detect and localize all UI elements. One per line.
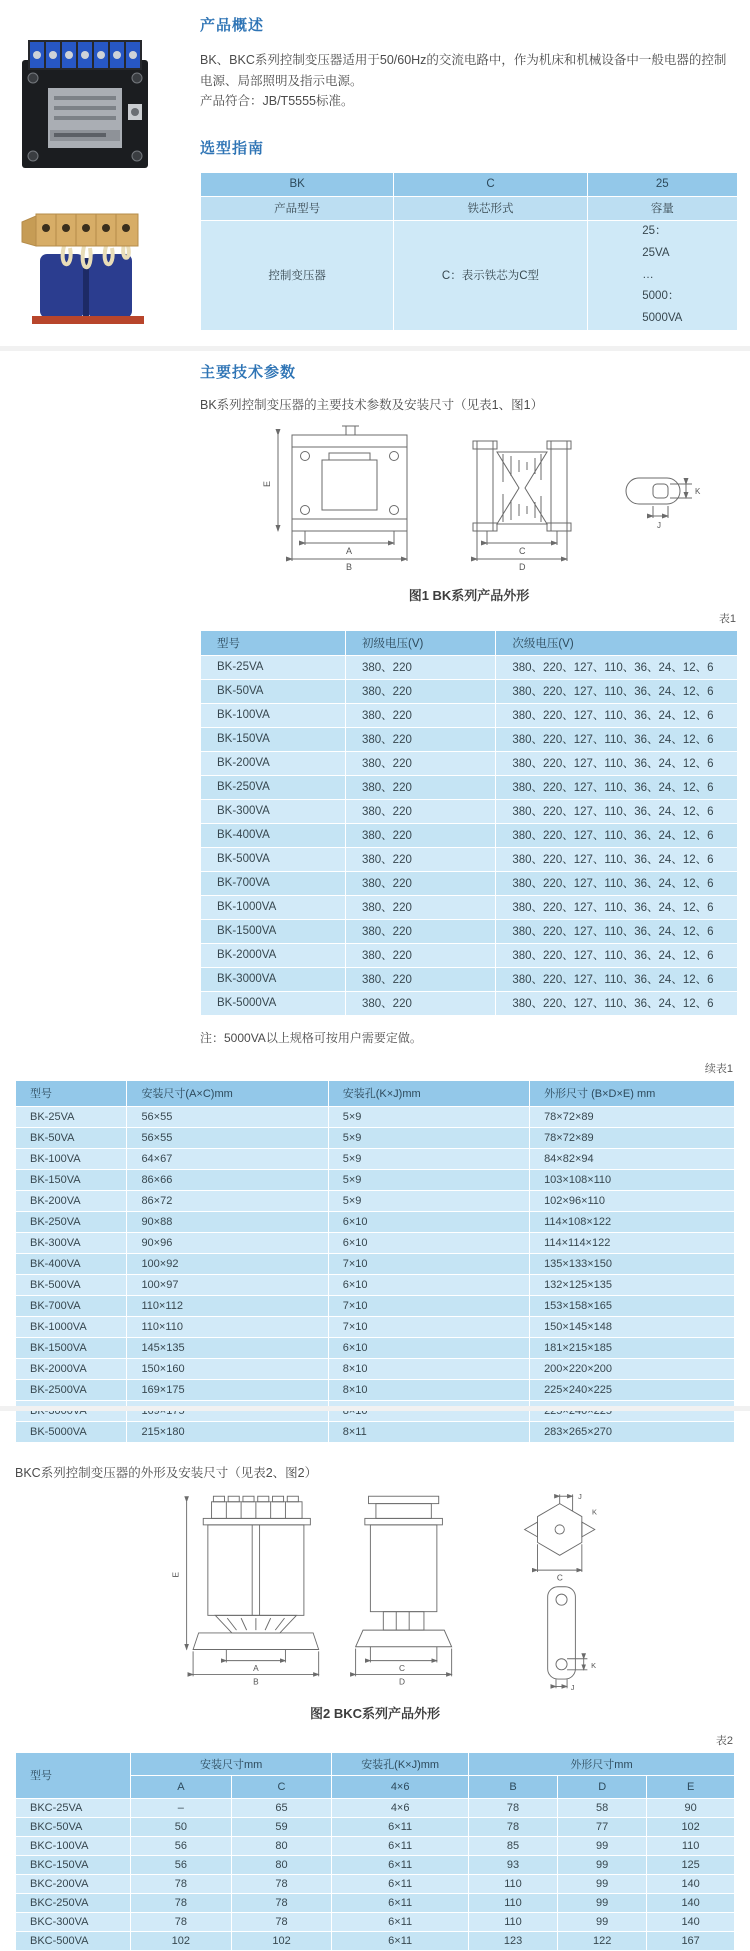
table-header-cell: 型号 [16,1752,131,1798]
figure2-drawing [65,1487,685,1692]
table-cell: 7×10 [328,1253,529,1274]
bkc-product-photo [10,208,160,326]
fig1-front-view [278,426,407,561]
table-row [16,1855,735,1874]
table-cell: 5×9 [328,1127,529,1148]
table-row [16,1080,735,1106]
table-cell: 380、220、127、110、36、24、12、6 [496,727,738,751]
table-cell: 78 [131,1893,232,1912]
table-cell: – [131,1798,232,1817]
table-row [201,196,738,220]
table-cell: BK-25VA [16,1106,127,1127]
table-row [16,1274,735,1295]
table-cell: 145×135 [127,1337,328,1358]
table-cell: 102 [647,1817,735,1836]
overview-standard: 产品符合：JB/T5555标准。 [200,94,354,109]
table-cell: BK-150VA [201,727,346,751]
table-cell: 80 [231,1836,332,1855]
table-header-cell: E [647,1775,735,1798]
dim-label-c: C [556,1571,563,1582]
table-cell: 150×160 [127,1358,328,1379]
table-row [16,1127,735,1148]
cont-table-label: 续表1 [704,1062,733,1075]
content-column [200,14,750,1046]
table-cell: 78 [131,1874,232,1893]
table-cell: 6×10 [328,1274,529,1295]
table-cell: 65 [231,1798,332,1817]
table-cell: 380、220 [345,751,495,775]
table-header-cell: 次级电压(V) [496,630,738,655]
continued-table1 [15,1080,735,1443]
table-cell: 5×9 [328,1190,529,1211]
table-cell: 380、220 [345,655,495,679]
table-row [201,220,738,330]
table-cell: 380、220、127、110、36、24、12、6 [496,871,738,895]
table-cell: 58 [558,1798,647,1817]
table-cell: 5×9 [328,1106,529,1127]
terminal-blocks [30,42,140,68]
table-row [16,1912,735,1931]
table-header-cell: 型号 [16,1080,127,1106]
table-cell: 380、220、127、110、36、24、12、6 [496,751,738,775]
table-row [16,1798,735,1817]
dim-label-c: C [399,1662,406,1673]
table-cell: 110×110 [127,1316,328,1337]
table-row [16,1893,735,1912]
table-cell: 102×96×110 [530,1190,735,1211]
table-cell: 380、220 [345,727,495,751]
table-cell: 59 [231,1817,332,1836]
table-header-cell: C [394,172,587,196]
table-cell: 78×72×89 [530,1127,735,1148]
table-cell: BK-5000VA [201,991,346,1015]
table-row [201,751,738,775]
table-row [16,1295,735,1316]
selection-table [200,172,738,331]
table-cell: 135×133×150 [530,1253,735,1274]
table-cell: 78 [231,1874,332,1893]
table-header-cell: 外形尺寸 (B×D×E) mm [530,1080,735,1106]
figure2-caption: 图2 BKC系列产品外形 [309,1705,440,1721]
table-cell: 78 [231,1893,332,1912]
table-cell: 181×215×185 [530,1337,735,1358]
table-cell: 167 [647,1931,735,1950]
table-cell: 380、220、127、110、36、24、12、6 [496,799,738,823]
table-cell: 380、220、127、110、36、24、12、6 [496,679,738,703]
table-row [16,1817,735,1836]
tech-title: 主要技术参数 [200,364,297,382]
table-cell: 150×145×148 [530,1316,735,1337]
table-cell: 215×180 [127,1421,328,1442]
table-cell: BK-200VA [16,1190,127,1211]
table-row [201,799,738,823]
table-cell: 380、220 [345,703,495,727]
table-header-cell: C [231,1775,332,1798]
table-cell: 225×240×225 [530,1379,735,1400]
table-row [201,895,738,919]
table-row [16,1931,735,1950]
table-cell: 380、220 [345,967,495,991]
fig2-bracket-view [548,1586,588,1688]
table-cell: 6×11 [332,1855,469,1874]
table-cell: BK-1000VA [201,895,346,919]
table-cell: BKC-50VA [16,1817,131,1836]
table-cell: BKC-250VA [16,1893,131,1912]
table-header-cell: 外形尺寸mm [468,1752,734,1775]
table-cell: 78 [468,1817,557,1836]
table-cell: 380、220 [345,871,495,895]
dim-label-j: J [657,520,661,530]
table-cell: 114×108×122 [530,1211,735,1232]
table-cell: 200×220×200 [530,1358,735,1379]
table-cell: BK-150VA [16,1169,127,1190]
table-cell: BK-100VA [16,1148,127,1169]
table-cell: C：表示铁芯为C型 [394,220,587,330]
table-cell: BKC-150VA [16,1855,131,1874]
table-cell: BK-2000VA [201,943,346,967]
table-cell: 102 [231,1931,332,1950]
capacity-lines: 25： 25VA … 5000： 5000VA [642,224,683,325]
table-cell: 380、220、127、110、36、24、12、6 [496,847,738,871]
table-cell: 380、220、127、110、36、24、12、6 [496,943,738,967]
table-cell: BKC-100VA [16,1836,131,1855]
table-cell: BK-1000VA [16,1316,127,1337]
table-cell: BK-5000VA [16,1421,127,1442]
table-cell: 110 [468,1893,557,1912]
table-cell: 56×55 [127,1127,328,1148]
table-cell: 90×88 [127,1211,328,1232]
table-cell: BKC-200VA [16,1874,131,1893]
table-row [16,1337,735,1358]
table-cell: BK-2500VA [16,1379,127,1400]
table-cell: 5×9 [328,1169,529,1190]
table-cell: BK-2000VA [16,1358,127,1379]
table-header-cell: A [131,1775,232,1798]
table-cell: 6×11 [332,1931,469,1950]
dim-label-a: A [253,1662,259,1673]
table-cell: 56×55 [127,1106,328,1127]
table-cell: 380、220 [345,799,495,823]
table-header-cell: 型号 [201,630,346,655]
table-cell: 7×10 [328,1295,529,1316]
table-cell: 380、220 [345,943,495,967]
dim-label-k: K [591,1660,597,1670]
table-row [201,775,738,799]
figure1 [200,416,738,604]
table-cell: 110 [647,1836,735,1855]
table-cell: 6×11 [332,1817,469,1836]
table-row [201,172,738,196]
table-cell: 64×67 [127,1148,328,1169]
figure2 [15,1487,735,1722]
section-divider [0,1406,750,1411]
dim-label-a: A [346,545,353,556]
table-cell: 380、220 [345,991,495,1015]
overview-text: BK、BKC系列控制变压器适用于50/60Hz的交流电路中，作为机床和机械设备中一般电器的控制电源、局部照明及指示电源。 [200,53,727,88]
table-row [16,1836,735,1855]
table-cell: 控制变压器 [201,220,394,330]
dim-label-b: B [253,1676,259,1687]
table-cell: 380、220、127、110、36、24、12、6 [496,775,738,799]
overview-title: 产品概述 [200,17,265,34]
figure1-drawing [234,416,704,574]
table-header-cell: BK [201,172,394,196]
dim-label-e: E [170,1571,181,1578]
table-row [201,991,738,1015]
table-header-cell: 25 [587,172,737,196]
table-row [16,1379,735,1400]
table-row [201,919,738,943]
table-cell: 85 [468,1836,557,1855]
figure1-caption: 图1 BK系列产品外形 [408,587,530,603]
table-row [16,1232,735,1253]
table-row [16,1358,735,1379]
table-cell: BK-1500VA [201,919,346,943]
table-cell: 122 [558,1931,647,1950]
dim-label-b: B [346,561,353,572]
table-cell: 50 [131,1817,232,1836]
table1-label: 表1 [718,612,736,625]
table-cell: 99 [558,1855,647,1874]
table-cell: 140 [647,1874,735,1893]
table-row [16,1874,735,1893]
fig1-side-view [473,441,571,561]
table-cell: 56 [131,1836,232,1855]
table-cell: BK-3000VA [201,967,346,991]
dim-label-j: J [578,1491,582,1501]
table-row [16,1421,735,1442]
table-row [201,703,738,727]
table-cell: BK-700VA [201,871,346,895]
table-cell: BK-1500VA [16,1337,127,1358]
table-cell: 110 [468,1912,557,1931]
table-cell: BKC-25VA [16,1798,131,1817]
table-cell: 78 [231,1912,332,1931]
table-row [201,727,738,751]
table-cell: BKC-500VA [16,1931,131,1950]
table-cell: 6×11 [332,1893,469,1912]
table-cell: BKC-300VA [16,1912,131,1931]
table-cell: 8×10 [328,1358,529,1379]
table-cell: BK-250VA [16,1211,127,1232]
table-cell: 380、220 [345,847,495,871]
table-cell: BK-300VA [201,799,346,823]
dim-label-e: E [262,480,272,487]
selection-title: 选型指南 [200,139,265,157]
table-cell: 5×9 [328,1148,529,1169]
dim-label-k: K [695,486,701,496]
table-cell: 6×10 [328,1337,529,1358]
table-cell: 380、220 [345,679,495,703]
dim-label-k: K [592,1507,597,1517]
table-row [201,655,738,679]
table-cell: 380、220 [345,919,495,943]
table-row [201,630,738,655]
bkc-intro: BKC系列控制变压器的外形及安装尺寸（见表2、图2） [15,1465,318,1480]
table-cell: 110 [468,1874,557,1893]
dim-label-d: D [519,561,526,572]
table-cell: 380、220、127、110、36、24、12、6 [496,895,738,919]
table-cell: 140 [647,1893,735,1912]
table-cell: BK-500VA [16,1274,127,1295]
table-cell: 78 [468,1798,557,1817]
table-cell: 169×175 [127,1379,328,1400]
table-header-cell: 安装孔(K×J)mm [328,1080,529,1106]
table-cell: 80 [231,1855,332,1874]
table-row [201,679,738,703]
table-cell [587,220,737,330]
table-cell: BK-25VA [201,655,346,679]
table-cell: 8×10 [328,1379,529,1400]
bottom-section [0,1060,750,1951]
table-header-cell: 初级电压(V) [345,630,495,655]
bk-product-photo [10,30,160,180]
table-cell: 90×96 [127,1232,328,1253]
table-cell: 78 [131,1912,232,1931]
table-cell: 380、220 [345,895,495,919]
section-divider [0,346,750,351]
table-header-cell: 安装尺寸mm [131,1752,332,1775]
table-cell: 153×158×165 [530,1295,735,1316]
table-cell: BK-400VA [16,1253,127,1274]
dim-label-c: C [519,545,526,556]
product-photos [0,14,200,1046]
table-cell: 6×11 [332,1912,469,1931]
table-cell: BK-700VA [16,1295,127,1316]
table-cell: 56 [131,1855,232,1874]
table-row [16,1211,735,1232]
table-row [16,1752,735,1775]
table-cell: 6×10 [328,1232,529,1253]
table-cell: 380、220 [345,823,495,847]
table-cell: 380、220、127、110、36、24、12、6 [496,991,738,1015]
table-cell: 380、220、127、110、36、24、12、6 [496,703,738,727]
fig1-mount-hole-view [626,478,692,518]
table-row [16,1190,735,1211]
table-header-cell: 4×6 [332,1775,469,1798]
table-cell: 99 [558,1874,647,1893]
table1-note: 注：5000VA以上规格可按用户需要定做。 [200,1030,422,1045]
table-cell: 100×92 [127,1253,328,1274]
table-cell: BK-400VA [201,823,346,847]
table-cell: 90 [647,1798,735,1817]
table-cell: 103×108×110 [530,1169,735,1190]
table-cell: BK-300VA [16,1232,127,1253]
table-cell: 99 [558,1912,647,1931]
table-cell: 380、220、127、110、36、24、12、6 [496,823,738,847]
table-cell: 4×6 [332,1798,469,1817]
table-cell: 6×11 [332,1836,469,1855]
table-cell: 78×72×89 [530,1106,735,1127]
table-cell: 380、220、127、110、36、24、12、6 [496,919,738,943]
table-cell: 132×125×135 [530,1274,735,1295]
table-row [201,847,738,871]
fig2-front-view [187,1496,319,1676]
table-row [16,1253,735,1274]
table-cell: 6×11 [332,1874,469,1893]
table-cell: 380、220、127、110、36、24、12、6 [496,655,738,679]
table-cell: 铁芯形式 [394,196,587,220]
table-row [201,823,738,847]
table-cell: 93 [468,1855,557,1874]
table-cell: 77 [558,1817,647,1836]
table-cell: 100×97 [127,1274,328,1295]
table-cell: BK-200VA [201,751,346,775]
table-row [201,967,738,991]
table2 [15,1752,735,1951]
table-cell: 84×82×94 [530,1148,735,1169]
table-cell: 8×11 [328,1421,529,1442]
table-cell: 283×265×270 [530,1421,735,1442]
table-cell: 7×10 [328,1316,529,1337]
table-cell: BK-50VA [201,679,346,703]
table-row [201,943,738,967]
table-cell: 86×66 [127,1169,328,1190]
table-cell: 86×72 [127,1190,328,1211]
tech-intro: BK系列控制变压器的主要技术参数及安装尺寸（见表1、图1） [200,398,544,413]
table-row [16,1106,735,1127]
dim-label-j: J [570,1682,575,1692]
table-cell: 110×112 [127,1295,328,1316]
table-cell: BK-100VA [201,703,346,727]
table-cell: BK-50VA [16,1127,127,1148]
table-cell: 123 [468,1931,557,1950]
table-cell: BK-250VA [201,775,346,799]
table-row [16,1316,735,1337]
table-cell: 380、220 [345,775,495,799]
fig2-top-view [525,1491,595,1572]
table-cell: 容量 [587,196,737,220]
table-cell: BK-500VA [201,847,346,871]
fig2-side-view [356,1496,452,1676]
table-cell: 99 [558,1836,647,1855]
table-cell: 125 [647,1855,735,1874]
table1 [200,630,738,1016]
table-cell: 6×10 [328,1211,529,1232]
table-cell: 140 [647,1912,735,1931]
table-cell: 99 [558,1893,647,1912]
table2-label: 表2 [715,1734,733,1747]
table-row [201,871,738,895]
table-header-cell: D [558,1775,647,1798]
table-header-cell: 安装孔(K×J)mm [332,1752,469,1775]
table-cell: 380、220、127、110、36、24、12、6 [496,967,738,991]
table-row [16,1148,735,1169]
table-header-cell: 安装尺寸(A×C)mm [127,1080,328,1106]
dim-label-d: D [399,1676,406,1687]
table-cell: 102 [131,1931,232,1950]
table-cell: 114×114×122 [530,1232,735,1253]
table-row [16,1169,735,1190]
table-header-cell: B [468,1775,557,1798]
table-cell: 产品型号 [201,196,394,220]
